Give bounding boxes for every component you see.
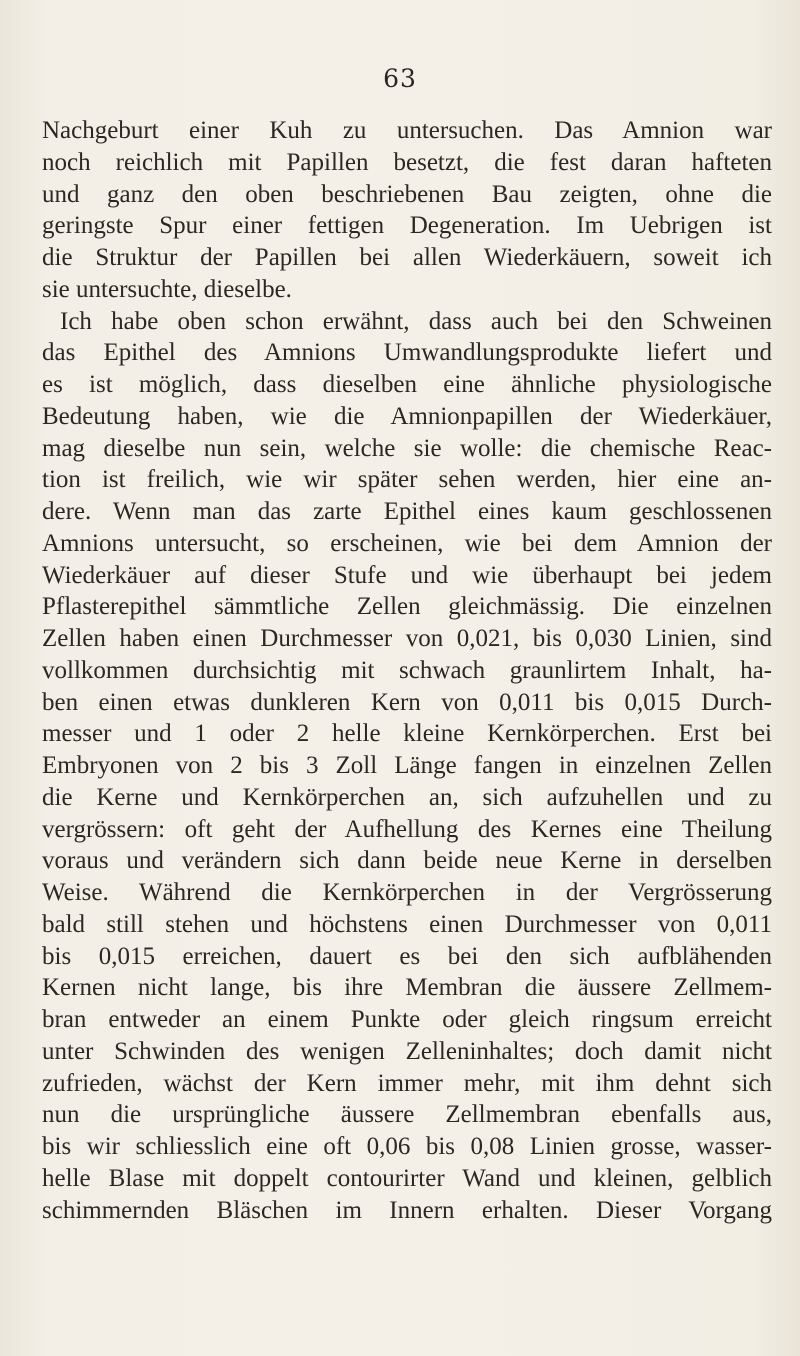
text-line: bis 0,015 erreichen, dauert es bei den sich aufblähenden	[42, 942, 772, 970]
text-line: tion ist freilich, wie wir später sehen werden, hier eine an-	[42, 466, 772, 494]
text-line: nun die ursprüngliche äussere Zellmembran ebenfalls aus,	[42, 1101, 772, 1129]
page-number: 63	[383, 64, 417, 93]
text-line: und ganz den oben beschriebenen Bau zeigten, ohne die	[42, 180, 772, 208]
text-line: bis wir schliesslich eine oft 0,06 bis 0,08 Linien grosse, wasser-	[42, 1133, 772, 1160]
text-line: Kernen nicht lange, bis ihre Membran die äussere Zellmem-	[42, 974, 772, 1002]
text-line: die Kerne und Kernkörperchen an, sich aufzuhellen und zu	[42, 783, 772, 811]
text-line: vergrössern: oft geht der Aufhellung des Kernes eine Theilung	[42, 815, 772, 843]
text-line: sie untersuchte, dieselbe.	[42, 275, 292, 303]
text-line: Embryonen von 2 bis 3 Zoll Länge fangen in einzelnen Zellen	[42, 752, 772, 779]
text-line: Weise. Während die Kernkörperchen in der Vergrösserung	[42, 879, 772, 906]
text-line: geringste Spur einer fettigen Degeneration. Im Uebrigen ist	[42, 212, 772, 240]
text-line: zufrieden, wächst der Kern immer mehr, mit ihm dehnt sich	[42, 1069, 772, 1097]
text-line: das Epithel des Amnions Umwandlungsprodukte liefert und	[42, 339, 772, 367]
text-line: Nachgeburt einer Kuh zu untersuchen. Das Amnion war	[42, 117, 772, 144]
text-line: die Struktur der Papillen bei allen Wiederkäuern, soweit ich	[42, 244, 772, 271]
text-line: mag dieselbe nun sein, welche sie wolle: die chemische Reac-	[42, 434, 772, 462]
text-line: noch reichlich mit Papillen besetzt, die fest daran hafteten	[42, 148, 772, 176]
text-line: Amnions untersucht, so erscheinen, wie bei dem Amnion der	[42, 529, 772, 557]
text-line: helle Blase mit doppelt contourirter Wand und kleinen, gelblich	[42, 1164, 772, 1192]
text-line: bald still stehen und höchstens einen Durchmesser von 0,011	[42, 910, 772, 938]
text-line: Zellen haben einen Durchmesser von 0,021, bis 0,030 Linien, sind	[42, 625, 772, 652]
text-line: Bedeutung haben, wie die Amnionpapillen der Wiederkäuer,	[42, 402, 772, 430]
text-line: ben einen etwas dunkleren Kern von 0,011 bis 0,015 Durch-	[42, 688, 772, 716]
text-line: Pflasterepithel sämmtliche Zellen gleichmässig. Die einzelnen	[42, 593, 772, 621]
text-line: vollkommen durchsichtig mit schwach graunlirtem Inhalt, ha-	[42, 656, 772, 684]
text-line: bran entweder an einem Punkte oder gleich ringsum erreicht	[42, 1006, 772, 1033]
text-line: dere. Wenn man das zarte Epithel eines kaum geschlossenen	[42, 498, 772, 525]
text-line: es ist möglich, dass dieselben eine ähnliche physiologische	[42, 371, 772, 398]
text-line: Wiederkäuer auf dieser Stufe und wie überhaupt bei jedem	[42, 561, 772, 589]
text-line: voraus und verändern sich dann beide neue Kerne in derselben	[42, 847, 772, 875]
body-text	[42, 115, 772, 1226]
text-line: schimmernden Bläschen im Innern erhalten. Dieser Vorgang	[42, 1196, 772, 1224]
text-line: unter Schwinden des wenigen Zelleninhaltes; doch damit nicht	[42, 1037, 772, 1065]
paragraph-start-line: Ich habe oben schon erwähnt, dass auch bei den Schweinen	[60, 307, 772, 335]
text-line: messer und 1 oder 2 helle kleine Kernkörperchen. Erst bei	[42, 720, 772, 748]
